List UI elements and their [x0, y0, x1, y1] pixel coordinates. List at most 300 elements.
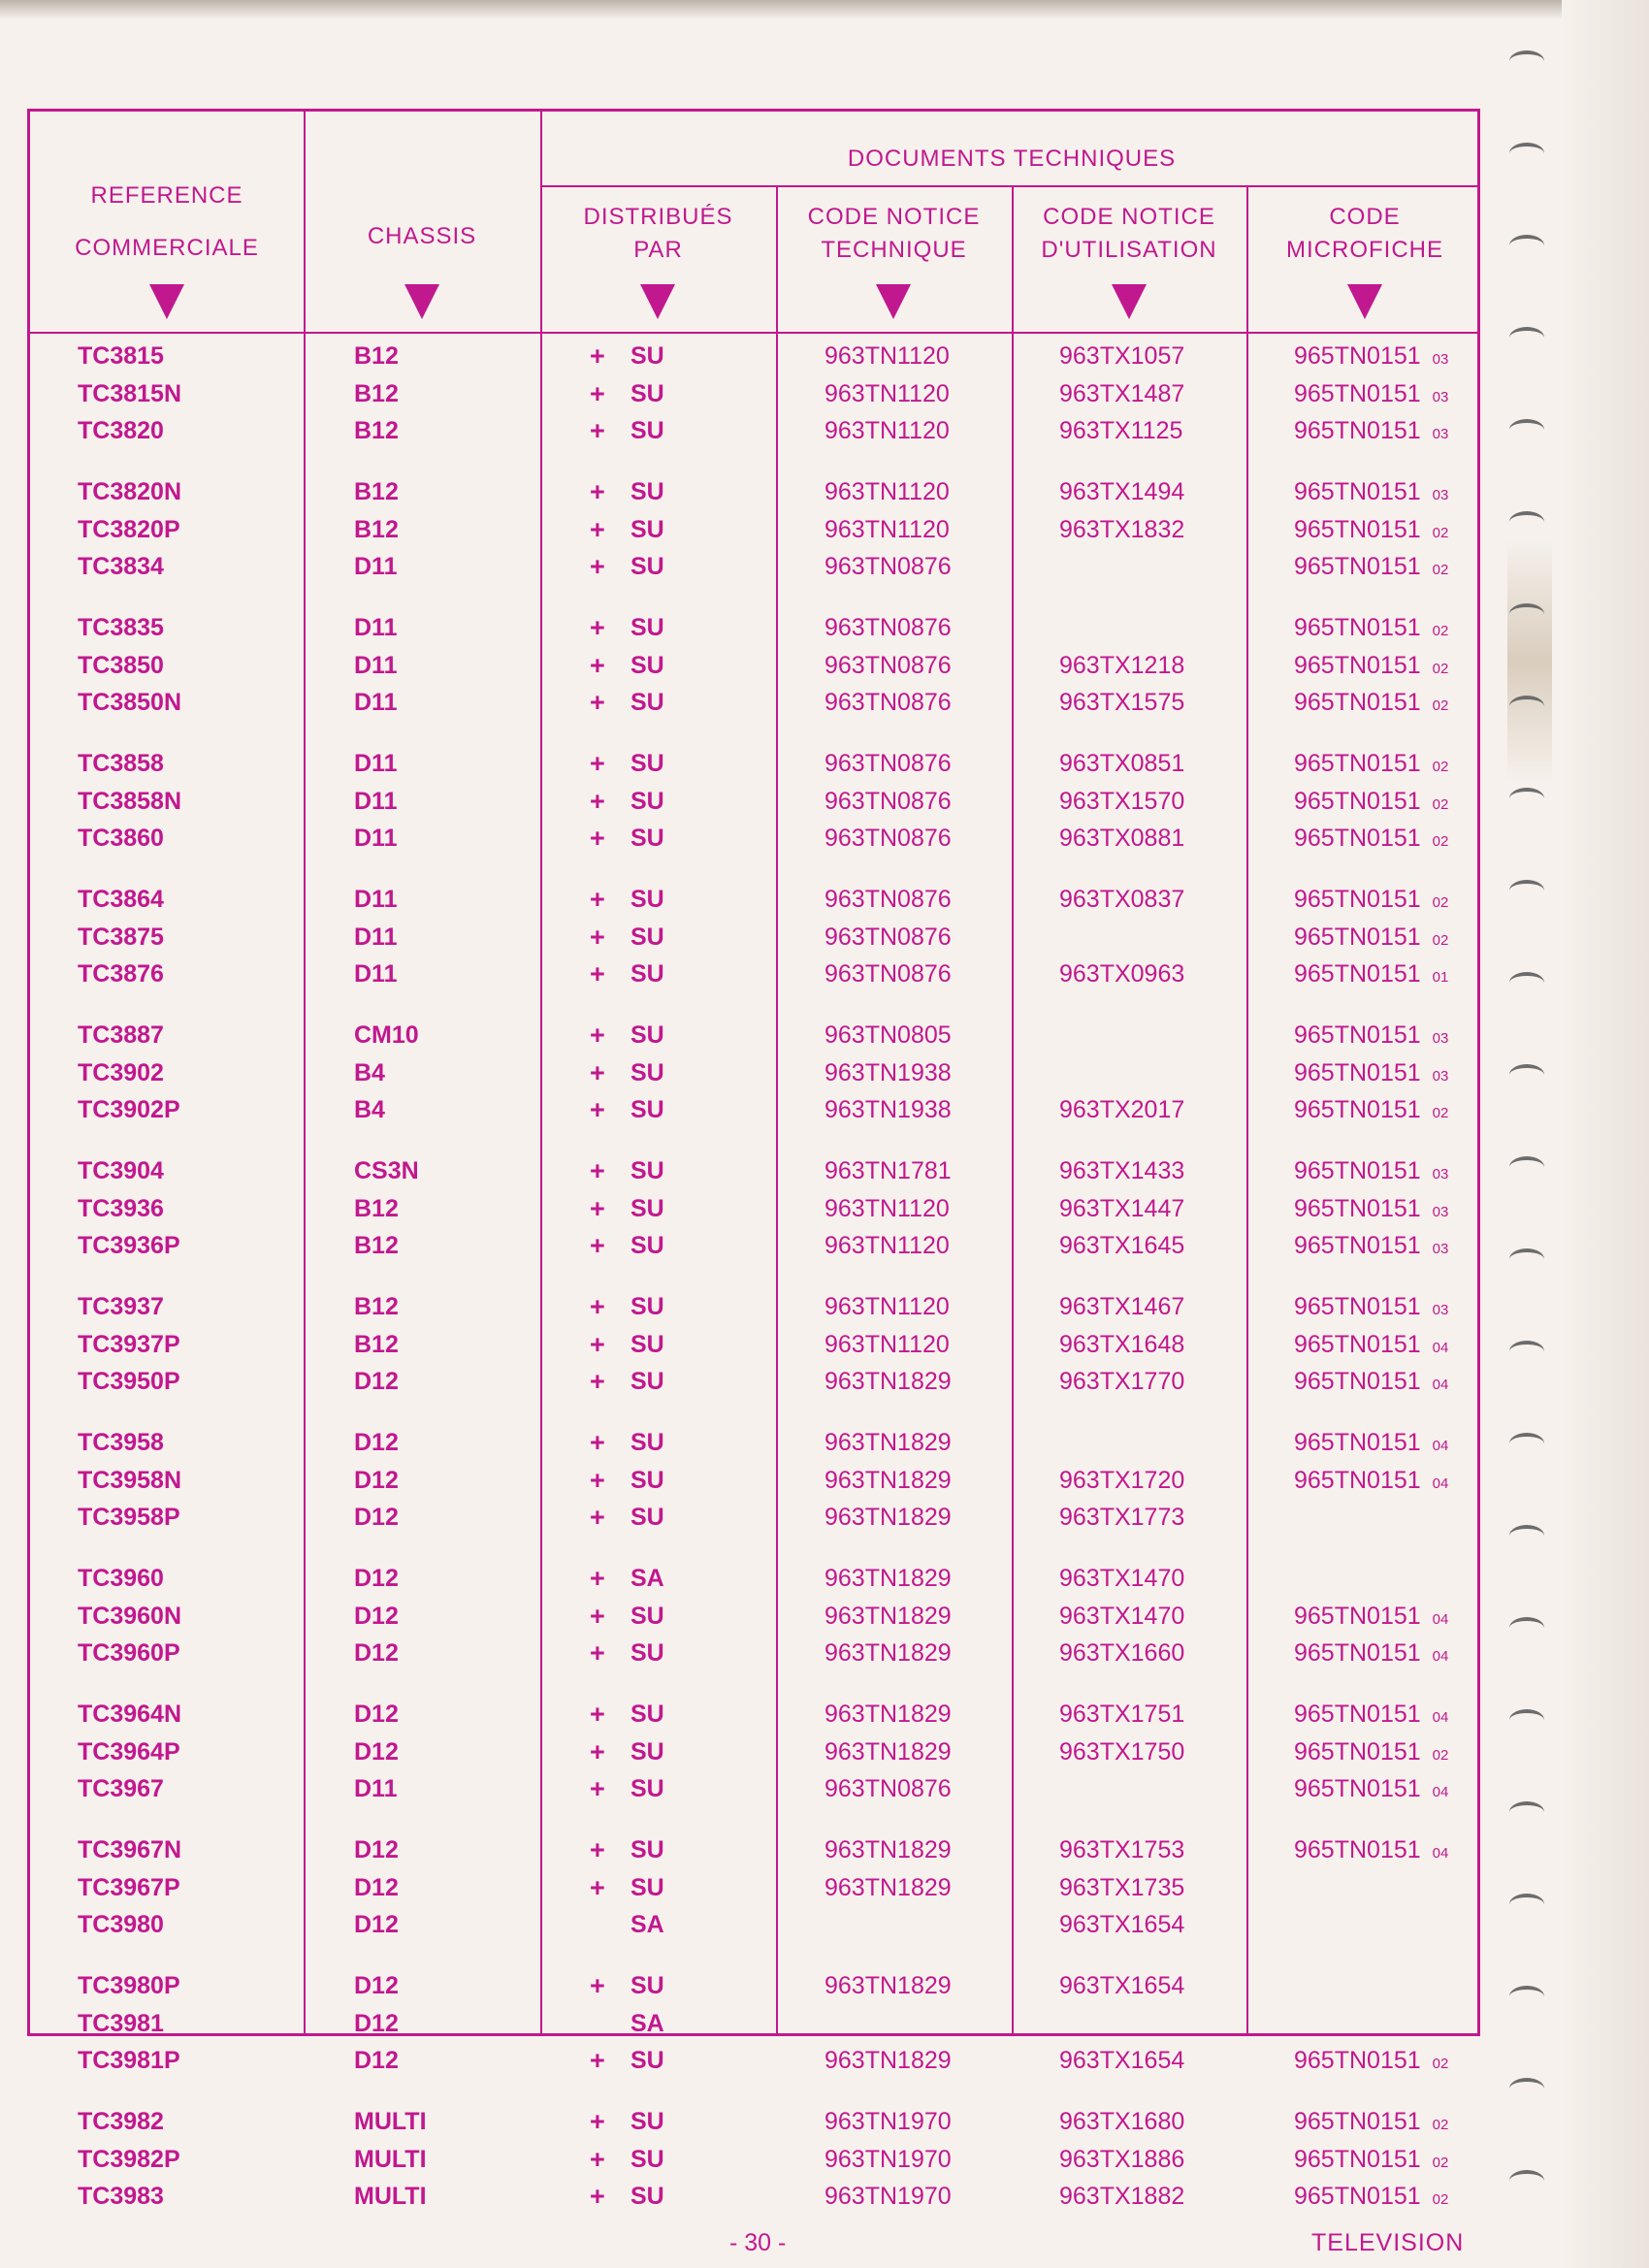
- microfiche-code: 965TN0151: [1294, 614, 1421, 641]
- microfiche-suffix: 02: [1432, 1105, 1449, 1122]
- chassis-cell: D12: [354, 1504, 399, 1532]
- page-number: - 30 -: [729, 2229, 787, 2256]
- chassis-cell: D11: [354, 689, 398, 717]
- reference-cell: TC3936: [78, 1194, 164, 1222]
- binding-hole: [1509, 2078, 1544, 2099]
- plus-mark: +: [590, 1736, 605, 1766]
- reference-cell: TC3960P: [78, 1639, 180, 1668]
- distributor-cell: SU: [630, 787, 664, 815]
- user-notice-cell: 963TX1654: [1059, 1911, 1185, 1939]
- user-notice-cell: 963TX1645: [1059, 1232, 1185, 1260]
- microfiche-cell: [1294, 1602, 1448, 1635]
- down-triangle-icon: [1112, 284, 1147, 319]
- microfiche-suffix: 02: [1432, 2154, 1449, 2171]
- microfiche-code: 965TN0151: [1294, 1836, 1421, 1863]
- reference-cell: TC3958P: [78, 1504, 180, 1532]
- page-top-edge: [0, 0, 1649, 19]
- down-triangle-icon: [404, 284, 439, 319]
- distributor-cell: SU: [630, 1504, 664, 1532]
- tech-notice-cell: 963TN1120: [824, 417, 950, 445]
- reference-cell: TC3982: [78, 2108, 164, 2135]
- header-user-notice: CODE NOTICE D'UTILISATION: [1041, 204, 1217, 263]
- distributor-cell: SA: [630, 1565, 664, 1592]
- chassis-cell: B4: [354, 1096, 385, 1124]
- microfiche-cell: [1294, 1910, 1306, 1943]
- down-triangle-icon: [149, 284, 184, 319]
- binding-hole: [1509, 972, 1544, 993]
- chassis-cell: D12: [354, 1368, 399, 1396]
- header-reference: REFERENCE COMMERCIALE: [75, 182, 259, 261]
- distributor-cell: SU: [630, 1836, 664, 1863]
- tech-notice-cell: 963TN1120: [824, 1232, 950, 1260]
- distributor-cell: SU: [630, 1701, 664, 1728]
- distributor-cell: SU: [630, 1293, 664, 1320]
- distributor-cell: SU: [630, 1429, 664, 1456]
- tech-notice-cell: 963TN0876: [824, 553, 952, 581]
- binding-hole: [1509, 1709, 1544, 1731]
- binding-hole: [1509, 1433, 1544, 1454]
- microfiche-code: 965TN0151: [1294, 1194, 1421, 1222]
- reference-cell: TC3902P: [78, 1096, 180, 1124]
- microfiche-cell: [1294, 824, 1448, 857]
- microfiche-suffix: 02: [1432, 1746, 1449, 1764]
- microfiche-code: 965TN0151: [1294, 923, 1421, 951]
- reference-cell: TC3982P: [78, 2145, 180, 2173]
- plus-mark: +: [590, 1774, 605, 1804]
- microfiche-suffix: 03: [1432, 1302, 1449, 1318]
- binding-hole: [1509, 2170, 1544, 2191]
- user-notice-cell: 963TX1654: [1059, 2047, 1185, 2075]
- user-notice-cell: 963TX1753: [1059, 1836, 1185, 1863]
- microfiche-cell: [1294, 1330, 1448, 1363]
- microfiche-suffix: 03: [1432, 487, 1449, 503]
- distributor-cell: SU: [630, 478, 664, 505]
- chassis-cell: D12: [354, 1972, 399, 1999]
- user-notice-cell: 963TX1487: [1059, 379, 1185, 407]
- down-triangle-icon: [1347, 284, 1382, 319]
- chassis-cell: D11: [354, 614, 398, 641]
- distributor-cell: SU: [630, 1972, 664, 1999]
- microfiche-suffix: 02: [1432, 2191, 1449, 2209]
- tech-notice-cell: 963TN1120: [824, 1194, 950, 1222]
- reference-cell: TC3820N: [78, 478, 181, 505]
- plus-mark: +: [590, 1231, 605, 1261]
- reference-cell: TC3958: [78, 1429, 164, 1456]
- tech-notice-cell: 963TN1829: [824, 1368, 952, 1396]
- plus-mark: +: [590, 786, 605, 816]
- microfiche-suffix: 03: [1432, 1067, 1449, 1085]
- microfiche-code: 965TN0151: [1294, 1368, 1421, 1396]
- microfiche-code: 965TN0151: [1294, 1701, 1421, 1728]
- microfiche-suffix: 02: [1432, 833, 1449, 851]
- microfiche-suffix: 03: [1432, 426, 1449, 443]
- distributor-cell: SU: [630, 2047, 664, 2075]
- tech-notice-cell: 963TN0876: [824, 787, 952, 815]
- reference-cell: TC3981: [78, 2009, 164, 2037]
- reference-cell: TC3937P: [78, 1330, 180, 1358]
- microfiche-code: 965TN0151: [1294, 689, 1421, 717]
- tech-notice-cell: 963TN1829: [824, 1565, 952, 1592]
- binding-hole: [1509, 143, 1544, 164]
- plus-mark: +: [590, 885, 605, 914]
- chassis-cell: D12: [354, 2009, 399, 2037]
- microfiche-code: 965TN0151: [1294, 1775, 1421, 1803]
- reference-cell: TC3904: [78, 1157, 164, 1184]
- microfiche-code: 965TN0151: [1294, 379, 1421, 407]
- reference-cell: TC3850: [78, 651, 164, 679]
- user-notice-cell: 963TX2017: [1059, 1096, 1185, 1124]
- header-documents-techniques: DOCUMENTS TECHNIQUES: [847, 146, 1177, 172]
- chassis-cell: D12: [354, 1565, 399, 1592]
- microfiche-suffix: 02: [1432, 2117, 1449, 2133]
- user-notice-cell: 963TX1751: [1059, 1701, 1185, 1728]
- user-notice-cell: 963TX1570: [1059, 787, 1185, 815]
- chassis-cell: D12: [354, 1639, 399, 1668]
- plus-mark: +: [590, 1021, 605, 1050]
- microfiche-suffix: 04: [1432, 1610, 1449, 1628]
- reference-cell: TC3887: [78, 1021, 164, 1049]
- chassis-cell: CS3N: [354, 1157, 419, 1184]
- microfiche-code: 965TN0151: [1294, 750, 1421, 777]
- distributor-cell: SA: [630, 1911, 664, 1939]
- microfiche-cell: [1294, 1231, 1448, 1264]
- distributor-cell: SU: [630, 515, 664, 543]
- microfiche-suffix: 04: [1432, 1845, 1449, 1862]
- reference-cell: TC3815: [78, 342, 164, 370]
- user-notice-cell: 963TX1735: [1059, 1873, 1185, 1901]
- distributor-cell: SU: [630, 1775, 664, 1803]
- distributor-cell: SU: [630, 379, 664, 407]
- microfiche-code: 965TN0151: [1294, 515, 1421, 543]
- plus-mark: +: [590, 1835, 605, 1864]
- plus-mark: +: [590, 1700, 605, 1729]
- distributor-cell: SU: [630, 1232, 664, 1260]
- distributor-cell: SU: [630, 1639, 664, 1668]
- distributor-cell: SU: [630, 1737, 664, 1766]
- microfiche-suffix: 02: [1432, 524, 1449, 541]
- binding-hole: [1509, 50, 1544, 72]
- microfiche-cell: [1294, 379, 1448, 412]
- plus-mark: +: [590, 749, 605, 778]
- microfiche-code: 965TN0151: [1294, 1293, 1421, 1320]
- microfiche-cell: [1294, 923, 1448, 956]
- binding-hole: [1509, 603, 1544, 625]
- tech-notice-cell: 963TN1829: [824, 1429, 952, 1456]
- reference-cell: TC3960: [78, 1565, 164, 1592]
- plus-mark: +: [590, 1057, 605, 1087]
- microfiche-code: 965TN0151: [1294, 2145, 1421, 2173]
- tech-notice-cell: 963TN1829: [824, 1602, 952, 1630]
- user-notice-cell: 963TX1057: [1059, 342, 1185, 370]
- binding-strip: [1562, 0, 1649, 2268]
- tech-notice-cell: 963TN1120: [824, 342, 950, 370]
- reference-cell: TC3850N: [78, 689, 181, 717]
- distributor-cell: SU: [630, 1873, 664, 1901]
- microfiche-suffix: 04: [1432, 1339, 1449, 1356]
- microfiche-cell: [1294, 1292, 1448, 1325]
- reference-cell: TC3820: [78, 417, 164, 445]
- plus-mark: +: [590, 1638, 605, 1669]
- distributor-cell: SU: [630, 923, 664, 951]
- chassis-cell: D11: [354, 886, 398, 913]
- binding-hole: [1509, 1525, 1544, 1546]
- distributor-cell: SU: [630, 1021, 664, 1049]
- distributor-cell: SU: [630, 1096, 664, 1124]
- microfiche-cell: [1294, 1835, 1448, 1868]
- column-divider: [304, 112, 306, 2033]
- tech-notice-cell: 963TN1829: [824, 1504, 952, 1532]
- reference-cell: TC3980P: [78, 1972, 180, 1999]
- microfiche-code: 965TN0151: [1294, 1021, 1421, 1049]
- binding-hole: [1509, 1986, 1544, 2007]
- chassis-cell: B12: [354, 515, 399, 543]
- tech-notice-cell: 963TN0876: [824, 750, 952, 777]
- chassis-cell: D12: [354, 1836, 399, 1863]
- microfiche-suffix: 02: [1432, 894, 1449, 911]
- microfiche-cell: [1294, 1367, 1448, 1400]
- tech-notice-cell: 963TN0876: [824, 1775, 952, 1803]
- binding-hole: [1509, 1064, 1544, 1085]
- chassis-cell: D11: [354, 1775, 398, 1803]
- plus-mark: +: [590, 922, 605, 952]
- plus-mark: +: [590, 1564, 605, 1593]
- binding-hole: [1509, 1341, 1544, 1362]
- microfiche-cell: [1294, 477, 1448, 510]
- tech-notice-cell: 963TN1120: [824, 1330, 950, 1358]
- chassis-cell: D12: [354, 2047, 399, 2075]
- tech-notice-cell: 963TN1829: [824, 1836, 952, 1863]
- microfiche-suffix: 03: [1432, 1241, 1449, 1258]
- tech-notice-cell: 963TN1970: [824, 2183, 952, 2211]
- microfiche-cell: [1294, 613, 1448, 646]
- plus-mark: +: [590, 959, 605, 989]
- microfiche-code: 965TN0151: [1294, 1602, 1421, 1630]
- plus-mark: +: [590, 1095, 605, 1125]
- plus-mark: +: [590, 1193, 605, 1223]
- user-notice-cell: 963TX1720: [1059, 1466, 1185, 1494]
- microfiche-code: 965TN0151: [1294, 342, 1421, 370]
- tech-notice-cell: 963TN1120: [824, 1293, 950, 1320]
- plus-mark: +: [590, 514, 605, 544]
- chassis-cell: D11: [354, 651, 398, 679]
- microfiche-suffix: 04: [1432, 1709, 1449, 1726]
- microfiche-code: 965TN0151: [1294, 1429, 1421, 1456]
- plus-mark: +: [590, 2046, 605, 2076]
- microfiche-code: 965TN0151: [1294, 2183, 1421, 2211]
- header-tech-notice: CODE NOTICE TECHNIQUE: [807, 204, 981, 263]
- reference-cell: TC3834: [78, 553, 164, 581]
- reference-cell: TC3983: [78, 2183, 164, 2211]
- binding-hole: [1509, 788, 1544, 809]
- header-chassis: CHASSIS: [367, 223, 477, 249]
- microfiche-suffix: 04: [1432, 1438, 1449, 1454]
- distributor-cell: SU: [630, 417, 664, 445]
- user-notice-cell: 963TX0963: [1059, 960, 1185, 988]
- microfiche-code: 965TN0151: [1294, 1096, 1421, 1124]
- user-notice-cell: 963TX1680: [1059, 2108, 1185, 2135]
- microfiche-code: 965TN0151: [1294, 2108, 1421, 2135]
- tech-notice-cell: 963TN1120: [824, 478, 950, 505]
- microfiche-suffix: 02: [1432, 697, 1449, 715]
- binding-hole: [1509, 1894, 1544, 1915]
- plus-mark: +: [590, 2182, 605, 2212]
- tech-notice-cell: 963TN1829: [824, 1737, 952, 1766]
- microfiche-cell: [1294, 1774, 1448, 1807]
- distributor-cell: SU: [630, 1466, 664, 1494]
- plus-mark: +: [590, 416, 605, 446]
- reference-cell: TC3902: [78, 1058, 164, 1086]
- user-notice-cell: 963TX1447: [1059, 1194, 1185, 1222]
- reference-cell: TC3875: [78, 923, 164, 951]
- user-notice-cell: 963TX1886: [1059, 2145, 1185, 2173]
- user-notice-cell: 963TX0851: [1059, 750, 1185, 777]
- distributor-cell: SU: [630, 1602, 664, 1630]
- distributor-cell: SU: [630, 689, 664, 717]
- microfiche-suffix: 03: [1432, 1166, 1449, 1183]
- microfiche-suffix: 02: [1432, 795, 1449, 813]
- reference-cell: TC3967: [78, 1775, 164, 1803]
- chassis-cell: D12: [354, 1873, 399, 1901]
- microfiche-cell: [1294, 1194, 1448, 1227]
- distributor-cell: SU: [630, 614, 664, 641]
- distributor-cell: SU: [630, 1330, 664, 1358]
- microfiche-code: 965TN0151: [1294, 1330, 1421, 1358]
- chassis-cell: D12: [354, 1429, 399, 1456]
- chassis-cell: B12: [354, 1232, 399, 1260]
- distributor-cell: SU: [630, 342, 664, 370]
- microfiche-cell: [1294, 1428, 1448, 1461]
- chassis-cell: D12: [354, 1737, 399, 1766]
- chassis-cell: CM10: [354, 1021, 419, 1049]
- microfiche-code: 965TN0151: [1294, 1466, 1421, 1494]
- tech-notice-cell: 963TN1970: [824, 2108, 952, 2135]
- chassis-cell: B12: [354, 1194, 399, 1222]
- microfiche-cell: [1294, 1095, 1448, 1128]
- chassis-cell: B12: [354, 342, 399, 370]
- tech-notice-cell: 963TN0876: [824, 825, 952, 853]
- reference-cell: TC3960N: [78, 1602, 181, 1630]
- tech-notice-cell: 963TN1120: [824, 379, 950, 407]
- microfiche-suffix: 02: [1432, 2056, 1449, 2073]
- microfiche-cell: [1294, 416, 1448, 449]
- reference-cell: TC3820P: [78, 515, 180, 543]
- microfiche-cell: [1294, 959, 1448, 992]
- reference-cell: TC3958N: [78, 1466, 181, 1494]
- microfiche-suffix: 02: [1432, 931, 1449, 949]
- microfiche-cell: [1294, 1503, 1306, 1536]
- reference-cell: TC3964P: [78, 1737, 180, 1766]
- reference-cell: TC3964N: [78, 1701, 181, 1728]
- user-notice-cell: 963TX1648: [1059, 1330, 1185, 1358]
- plus-mark: +: [590, 1601, 605, 1631]
- microfiche-cell: [1294, 1737, 1448, 1770]
- microfiche-suffix: 04: [1432, 1474, 1449, 1492]
- plus-mark: +: [590, 2144, 605, 2174]
- microfiche-suffix: 03: [1432, 1203, 1449, 1220]
- distributor-cell: SU: [630, 2108, 664, 2135]
- chassis-cell: MULTI: [354, 2183, 427, 2211]
- tech-notice-cell: 963TN0805: [824, 1021, 952, 1049]
- user-notice-cell: 963TX1470: [1059, 1602, 1185, 1630]
- user-notice-cell: 963TX1882: [1059, 2183, 1185, 2211]
- microfiche-suffix: 02: [1432, 623, 1449, 639]
- reference-cell: TC3815N: [78, 379, 181, 407]
- microfiche-cell: [1294, 2009, 1306, 2042]
- distributor-cell: SU: [630, 886, 664, 913]
- distributor-cell: SU: [630, 1157, 664, 1184]
- plus-mark: +: [590, 613, 605, 642]
- reference-cell: TC3876: [78, 960, 164, 988]
- binding-hole: [1509, 327, 1544, 348]
- microfiche-code: 965TN0151: [1294, 1639, 1421, 1668]
- microfiche-cell: [1294, 885, 1448, 918]
- microfiche-cell: [1294, 1058, 1448, 1091]
- microfiche-cell: [1294, 1564, 1306, 1597]
- tech-notice-cell: 963TN0876: [824, 886, 952, 913]
- microfiche-suffix: 03: [1432, 1030, 1449, 1047]
- user-notice-cell: 963TX1218: [1059, 651, 1185, 679]
- chassis-cell: B12: [354, 1293, 399, 1320]
- tech-notice-cell: 963TN0876: [824, 689, 952, 717]
- chassis-cell: MULTI: [354, 2108, 427, 2135]
- chassis-cell: D11: [354, 923, 398, 951]
- distributor-cell: SU: [630, 1194, 664, 1222]
- microfiche-cell: [1294, 1638, 1448, 1671]
- microfiche-code: 965TN0151: [1294, 787, 1421, 815]
- plus-mark: +: [590, 1367, 605, 1397]
- microfiche-cell: [1294, 749, 1448, 782]
- user-notice-cell: 963TX1773: [1059, 1504, 1185, 1532]
- user-notice-cell: 963TX1470: [1059, 1565, 1185, 1592]
- microfiche-suffix: 02: [1432, 759, 1449, 775]
- user-notice-cell: 963TX1494: [1059, 478, 1185, 505]
- microfiche-cell: [1294, 2046, 1448, 2079]
- column-divider: [1012, 185, 1014, 2033]
- distributor-cell: SU: [630, 1058, 664, 1086]
- chassis-cell: B12: [354, 379, 399, 407]
- user-notice-cell: 963TX0881: [1059, 825, 1185, 853]
- distributor-cell: SA: [630, 2009, 664, 2037]
- tech-notice-cell: 963TN1938: [824, 1058, 952, 1086]
- microfiche-suffix: 01: [1432, 969, 1449, 987]
- header-bottom-divider: [30, 332, 1477, 334]
- header-microfiche: CODE MICROFICHE: [1286, 204, 1443, 263]
- tech-notice-cell: 963TN1781: [824, 1157, 952, 1184]
- binding-hole: [1509, 1617, 1544, 1638]
- tech-notice-cell: 963TN1829: [824, 1972, 952, 1999]
- user-notice-cell: 963TX1770: [1059, 1368, 1185, 1396]
- plus-mark: +: [590, 1156, 605, 1185]
- binding-hole: [1509, 235, 1544, 256]
- microfiche-cell: [1294, 1021, 1448, 1053]
- chassis-cell: B4: [354, 1058, 385, 1086]
- user-notice-cell: 963TX1654: [1059, 1972, 1185, 1999]
- distributor-cell: SU: [630, 651, 664, 679]
- user-notice-cell: 963TX1832: [1059, 515, 1185, 543]
- microfiche-cell: [1294, 1971, 1306, 2004]
- user-notice-cell: 963TX1660: [1059, 1639, 1185, 1668]
- microfiche-cell: [1294, 552, 1448, 585]
- reference-cell: TC3950P: [78, 1368, 180, 1396]
- plus-mark: +: [590, 552, 605, 582]
- plus-mark: +: [590, 1292, 605, 1321]
- column-divider: [540, 112, 542, 2033]
- plus-mark: +: [590, 1872, 605, 1902]
- plus-mark: +: [590, 1465, 605, 1495]
- down-triangle-icon: [876, 284, 911, 319]
- reference-cell: TC3860: [78, 825, 164, 853]
- microfiche-suffix: 04: [1432, 1648, 1449, 1666]
